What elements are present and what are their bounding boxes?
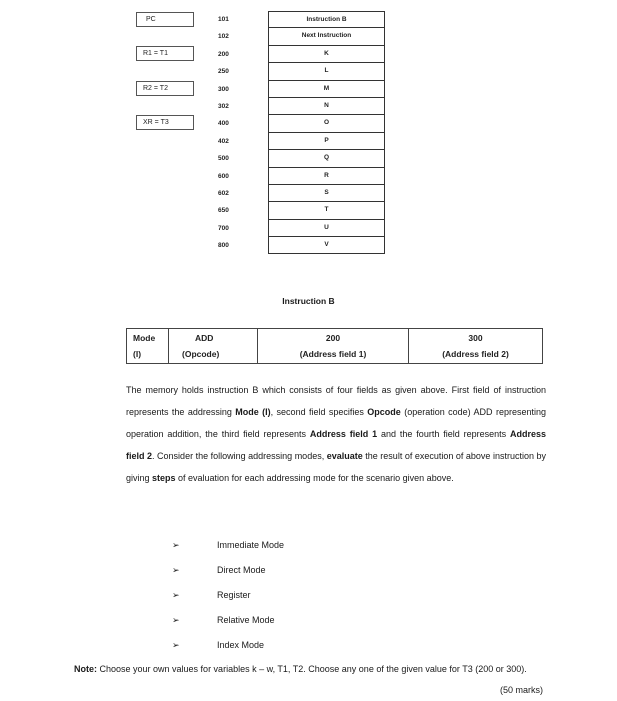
arrow-bullet-icon: ➢ (172, 540, 180, 550)
mode-label: Immediate Mode (217, 540, 285, 550)
memory-address: 102 (218, 33, 229, 41)
memory-content: O (268, 115, 385, 132)
mode-label: Register (217, 590, 251, 600)
opcode-field-label: ADD (195, 333, 214, 343)
memory-address: 101 (218, 16, 229, 23)
arrow-bullet-icon: ➢ (172, 640, 180, 650)
address-field-2 (409, 329, 542, 363)
field-divider (168, 329, 169, 363)
memory-address: 400 (218, 120, 229, 128)
address-field-2-value: 300 (468, 333, 483, 343)
memory-address: 300 (218, 85, 229, 93)
arrow-bullet-icon: ➢ (172, 565, 180, 575)
question-paragraph (126, 379, 546, 489)
address-field-1-value: 200 (325, 333, 341, 343)
memory-address: 500 (218, 155, 229, 163)
register-xr: XR = T3 (136, 115, 194, 130)
memory-address: 700 (218, 224, 229, 232)
memory-content: L (268, 63, 385, 80)
para-text: the result of execution of above instruction by giving (126, 451, 546, 483)
memory-content: S (268, 185, 385, 202)
address-field-1 (258, 329, 408, 363)
memory-content: T (268, 202, 385, 219)
address-field-2-label: (Address field 2) (442, 349, 509, 359)
para-bold-mode: Mode (I) (235, 407, 271, 417)
memory-address: 650 (218, 207, 229, 215)
mode-field-sublabel: (I) (133, 349, 142, 359)
memory-address: 200 (218, 50, 229, 58)
para-bold-steps: steps (152, 473, 176, 483)
mode-field-label: Mode (133, 333, 156, 343)
memory-content: N (268, 98, 385, 115)
register-r2: R2 = T2 (136, 81, 194, 96)
memory-address: 602 (218, 189, 229, 197)
memory-content: U (268, 220, 385, 237)
arrow-bullet-icon: ➢ (172, 590, 180, 600)
memory-content: M (268, 81, 385, 98)
marks-label: (50 marks) (499, 685, 543, 695)
para-bold-opcode: Opcode (367, 407, 401, 417)
mode-label: Direct Mode (217, 565, 266, 575)
para-bold-evaluate: evaluate (326, 451, 363, 461)
mode-label: Index Mode (217, 640, 265, 650)
memory-address: 600 (218, 172, 229, 180)
memory-content: V (268, 237, 385, 254)
para-bold-field2: Address field 2 (126, 429, 546, 461)
opcode-field-sublabel: (Opcode) (182, 349, 220, 359)
instruction-caption: Instruction B (282, 296, 335, 306)
para-bold-field1: Address field 1 (309, 429, 378, 439)
memory-content: Q (268, 150, 385, 167)
memory-content: K (268, 46, 385, 63)
para-text: . Consider the following addressing modes, (152, 451, 327, 461)
register-pc: PC (136, 12, 194, 27)
memory-content: Instruction B (268, 11, 385, 28)
memory-address: 402 (218, 137, 229, 145)
para-text: The memory holds instruction B which consists of four fields as given above. First field of instruction represents the addressing (126, 385, 546, 417)
register-r1: R1 = T1 (136, 46, 194, 61)
arrow-bullet-icon: ➢ (172, 615, 180, 625)
para-text: , second field specifies (270, 407, 368, 417)
para-text: and the fourth field represents (377, 429, 510, 439)
memory-content: R (268, 168, 385, 185)
para-text: of evaluation for each addressing mode for the scenario given above. (175, 473, 454, 483)
memory-address: 302 (218, 102, 229, 110)
memory-address: 800 (218, 242, 229, 250)
address-field-1-label: (Address field 1) (299, 349, 367, 359)
mode-label: Relative Mode (217, 615, 275, 625)
memory-content: Next Instruction (268, 28, 385, 45)
memory-address: 250 (218, 68, 229, 76)
note-label: Note: (74, 664, 97, 674)
note-text: Choose your own values for variables k – w, T1, T2. Choose any one of the given value for T3 (200 or 300). (97, 664, 527, 674)
memory-content: P (268, 133, 385, 150)
note-paragraph (74, 659, 544, 680)
instruction-format-table (126, 328, 543, 364)
para-text: (operation code) ADD representing operation addition, the third field represents (126, 407, 546, 439)
